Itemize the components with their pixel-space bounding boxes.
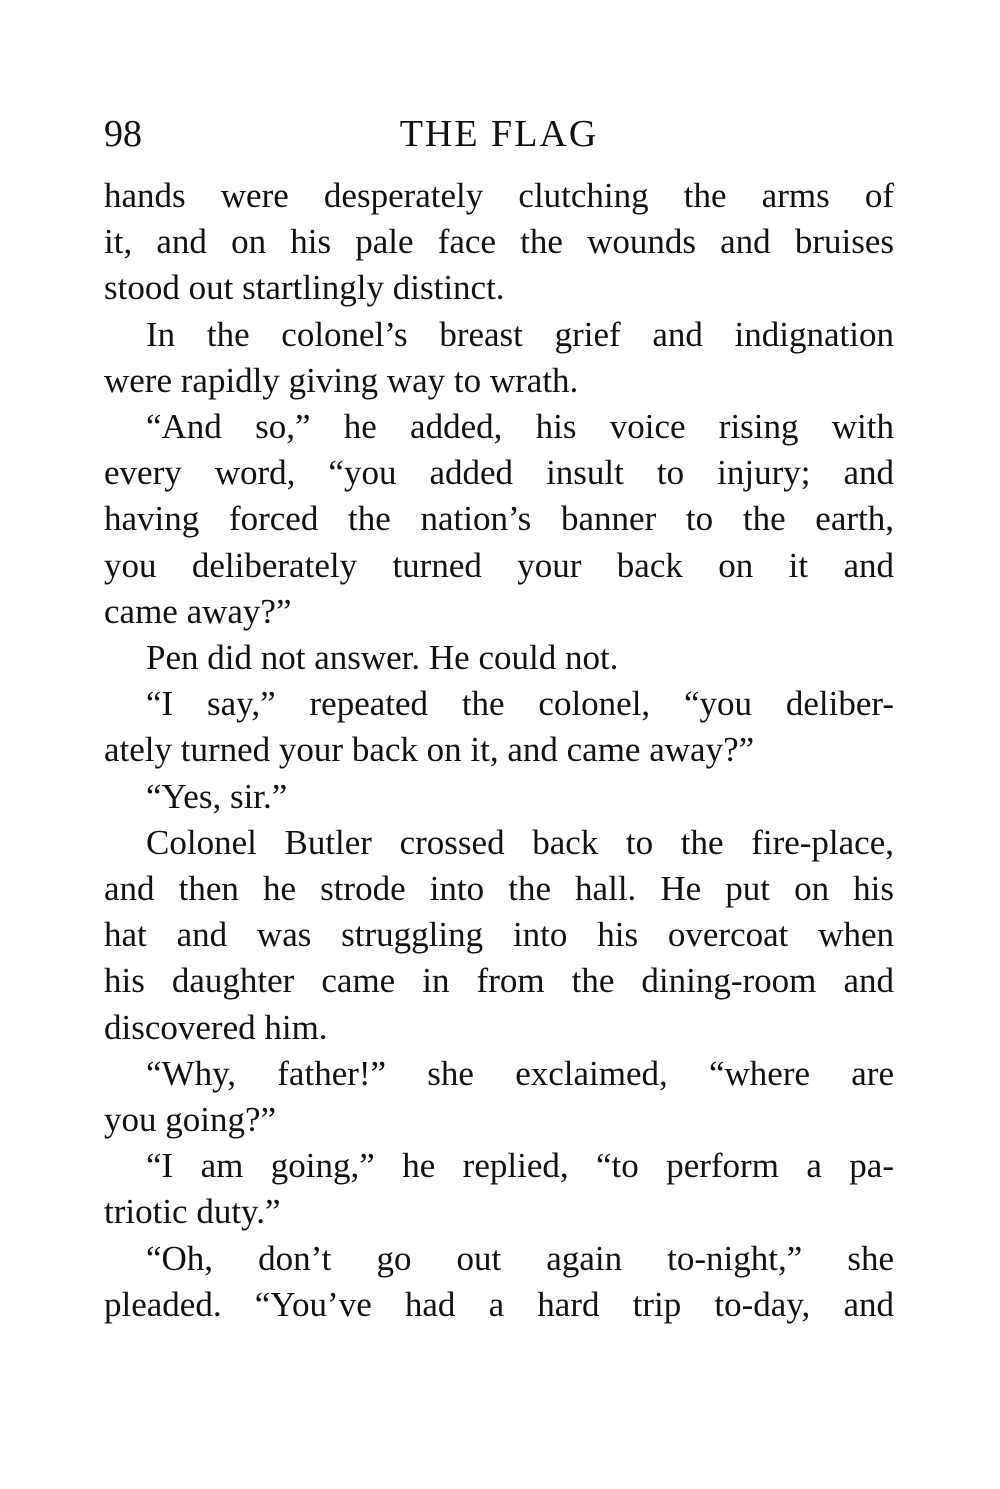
text-line: pleaded. “You’ve had a hard trip to-day, and — [104, 1284, 894, 1324]
text-line: “Yes, sir.” — [146, 776, 288, 816]
text-line: “I say,” repeated the colonel, “you deliber- — [146, 684, 894, 724]
text-line: “Why, father!” she exclaimed, “where are — [146, 1053, 894, 1093]
text-line: “I am going,” he replied, “to perform a pa- — [146, 1146, 894, 1186]
text-line: it, and on his pale face the wounds and bruises — [104, 222, 894, 262]
body-text — [104, 173, 894, 1328]
text-line: hat and was struggling into his overcoat when — [104, 915, 894, 955]
text-line: triotic duty.” — [104, 1192, 281, 1232]
page-number: 98 — [104, 113, 142, 155]
text-line: ately turned your back on it, and came away?” — [104, 730, 755, 770]
running-title: THE FLAG — [399, 113, 599, 155]
text-line: having forced the nation’s banner to the earth, — [104, 499, 894, 539]
text-line: every word, “you added insult to injury; and — [104, 453, 894, 493]
text-line: discovered him. — [104, 1007, 328, 1047]
text-line: and then he strode into the hall. He put on his — [104, 869, 894, 909]
running-head — [104, 104, 894, 164]
text-line: came away?” — [104, 591, 292, 631]
text-line: “Oh, don’t go out again to-night,” she — [146, 1238, 894, 1278]
text-line: “And so,” he added, his voice rising with — [146, 407, 894, 447]
text-line: hands were desperately clutching the arms of — [104, 176, 894, 215]
text-line: his daughter came in from the dining-room and — [104, 961, 894, 1001]
text-line: Colonel Butler crossed back to the fire-place, — [146, 822, 894, 862]
text-line: you going?” — [104, 1100, 277, 1140]
text-line: you deliberately turned your back on it and — [104, 545, 894, 585]
text-line: In the colonel’s breast grief and indignation — [146, 314, 894, 354]
text-line: were rapidly giving way to wrath. — [104, 360, 579, 400]
text-line: stood out startlingly distinct. — [104, 268, 505, 308]
text-line: Pen did not answer. He could not. — [146, 638, 619, 678]
book-page — [104, 104, 894, 1328]
